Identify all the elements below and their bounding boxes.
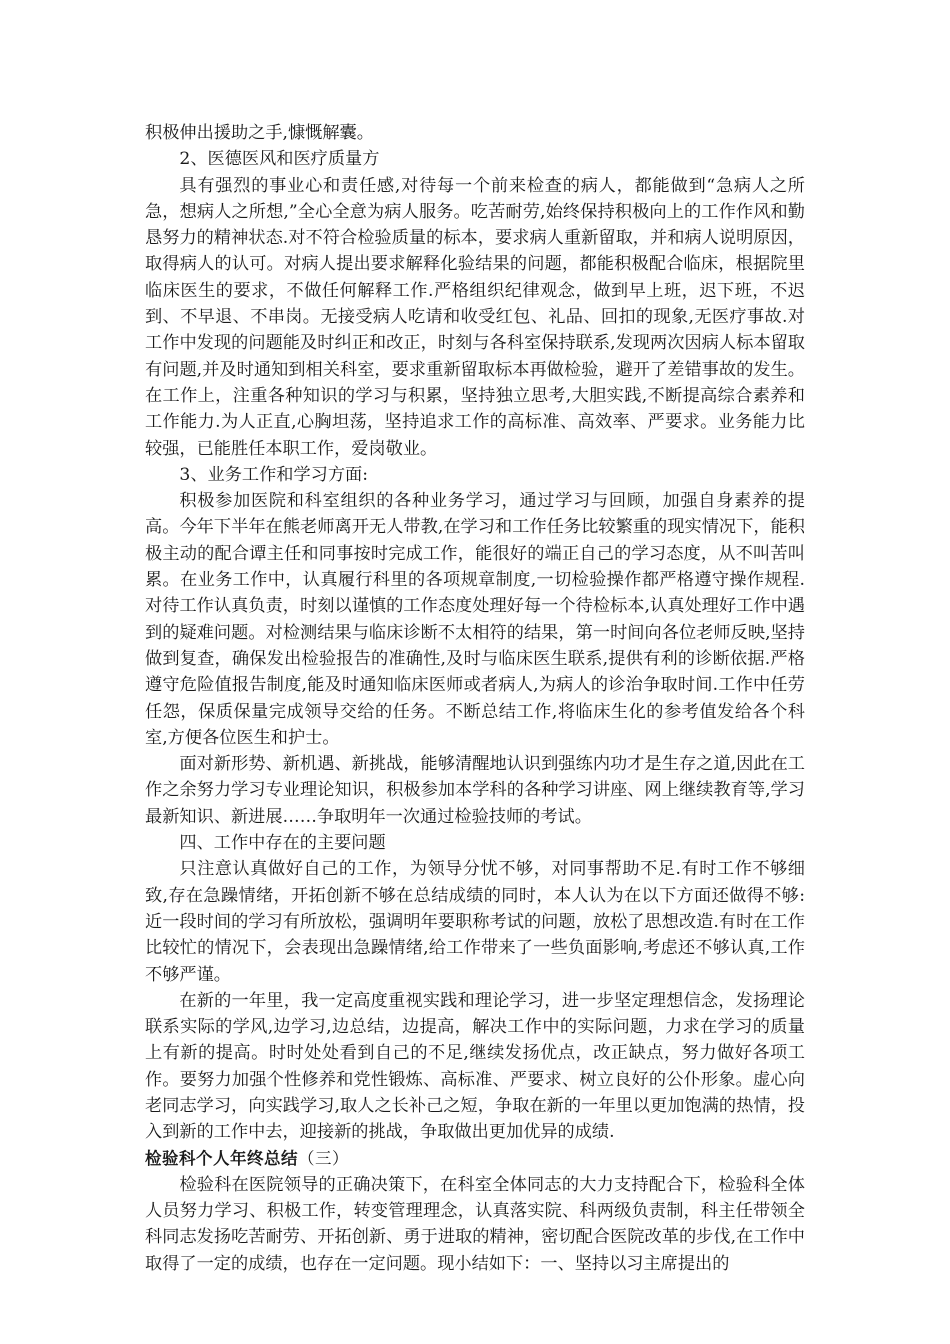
paragraph-continuation: 积极伸出援助之手,慷慨解囊。 [145,123,374,143]
heading-work-and-study: 3、业务工作和学习方面: [179,464,368,485]
paragraph-main-problems: 只注意认真做好自己的工作，为领导分忧不够，对同事帮助不足.有时工作不够细致,存在急躁情绪，开拓创新不够在总结成绩的同时，本人认为在以下方面还做得不够:近一段时间的学习有所放松，强调明年要职称考试的问题，放松了思想改造.有时在工作比较忙的情况下，会表现出急躁情绪,给工作带来了一些负面影响,考虑还不够认真,工作不够严谨。 [145,859,805,985]
section-title-suffix: （三） [298,1148,349,1168]
heading-main-problems: 四、工作中存在的主要问题 [179,833,386,854]
section-title [145,1146,805,1172]
paragraph-new-challenges: 面对新形势、新机遇、新挑战，能够清醒地认识到强练内功才是生存之道,因此在工作之余努力学习专业理论知识，积极参加本学科的各种学习讲座、网上继续教育等,学习最新知识、新进展……争取明年一次通过检验技师的考试。 [145,754,805,827]
paragraph-section-intro: 检验科在医院领导的正确决策下，在科室全体同志的大力支持配合下，检验科全体人员努力学习、积极工作，转变管理理念，认真落实院、科两级负责制，科主任带领全科同志发扬吃苦耐劳、开拓创新、勇于进取的精神，密切配合医院改革的步伐,在工作中取得了一定的成绩，也存在一定问题。现小结如下：一、坚持以习主席提出的 [145,1174,805,1274]
document-body [145,120,805,1277]
paragraph-work-and-study: 积极参加医院和科室组织的各种业务学习，通过学习与回顾，加强自身素养的提高。今年下半年在熊老师离开无人带教,在学习和工作任务比较繁重的现实情况下，能积极主动的配合谭主任和同事按时完成工作，能很好的端正自己的学习态度，从不叫苦叫累。在业务工作中，认真履行科里的各项规章制度,一切检验操作都严格遵守操作规程.对待工作认真负责，时刻以谨慎的工作态度处理好每一个待检标本,认真处理好工作中遇到的疑难问题。对检测结果与临床诊断不太相符的结果，第一时间向各位老师反映,坚持做到复查，确保发出检验报告的准确性,及时与临床医生联系,提供有利的诊断依据.严格遵守危险值报告制度,能及时通知临床医师或者病人,为病人的诊治争取时间.工作中任劳任怨，保质保量完成领导交给的任务。不断总结工作,将临床生化的参考值发给各个科室,方便各位医生和护士。 [145,491,805,748]
paragraph-new-year-plan: 在新的一年里，我一定高度重视实践和理论学习，进一步坚定理想信念，发扬理论联系实际的学风,边学习,边总结，边提高，解决工作中的实际问题，力求在学习的质量上有新的提高。时时处处看到自己的不足,继续发扬优点，改正缺点，努力做好各项工作。要努力加强个性修养和党性锻炼、高标准、严要求、树立良好的公仆形象。虚心向老同志学习，向实践学习,取人之长补己之短，争取在新的一年里以更加饱满的热情，投入到新的工作中去，迎接新的挑战，争取做出更加优异的成绩. [145,990,805,1143]
section-title-main: 检验科个人年终总结 [145,1148,298,1168]
heading-medical-ethics: 2、医德医风和医疗质量方 [179,149,380,170]
paragraph-medical-ethics: 具有强烈的事业心和责任感,对待每一个前来检查的病人，都能做到“急病人之所急，想病人之所想,”全心全意为病人服务。吃苦耐劳,始终保持积极向上的工作作风和勤恳努力的精神状态.对不符合检验质量的标本，要求病人重新留取，并和病人说明原因，取得病人的认可。对病人提出要求解释化验结果的问题，都能积极配合临床，根据院里临床医生的要求，不做任何解释工作.严格组织纪律观念，做到早上班，迟下班，不迟到、不早退、不串岗。无接受病人吃请和收受红包、礼品、回扣的现象,无医疗事故.对工作中发现的问题能及时纠正和改正，时刻与各科室保持联系,发现两次因病人标本留取有问题,并及时通知到相关科室，要求重新留取标本再做检验，避开了差错事故的发生。在工作上，注重各种知识的学习与积累，坚持独立思考,大胆实践,不断提高综合素养和工作能力.为人正直,心胸坦荡，坚持追求工作的高标准、高效率、严要求。业务能力比较强，已能胜任本职工作，爱岗敬业。 [145,175,805,459]
